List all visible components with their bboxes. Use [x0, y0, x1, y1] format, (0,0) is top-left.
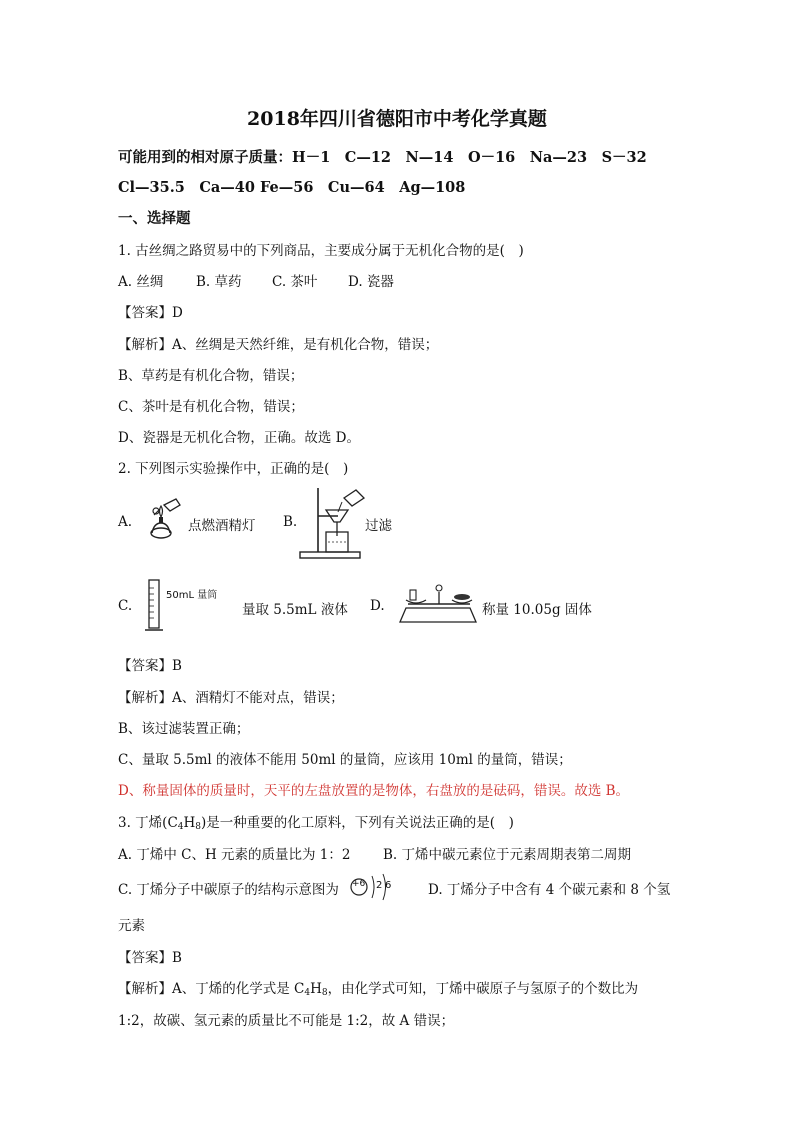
- nucleus-charge: +6: [352, 879, 366, 889]
- page-title: 2018年四川省德阳市中考化学真题: [247, 108, 547, 130]
- q3-answer: 【答案】B: [118, 950, 182, 966]
- shell2-electrons: 6: [385, 880, 392, 891]
- q2-option-a-letter: A.: [118, 514, 133, 530]
- graduated-cylinder-label: 50mL 量筒: [166, 590, 218, 601]
- q2-analysis-line: 【解析】A、酒精灯不能对点，错误；: [118, 690, 344, 706]
- q2-answer: 【答案】B: [118, 658, 182, 674]
- q3-analysis-line: 【解析】A、丁烯的化学式是 $C_4H_8$，由化学式可知，丁烯中碳原子与氢原子的个数比为: [118, 981, 639, 998]
- q3-option-b: B. 丁烯中碳元素位于元素周期表第二周期: [383, 847, 632, 863]
- atomic-masses-line2: Cl—35.5 Ca—40 Fe—56 Cu—64 Ag—108: [118, 179, 466, 196]
- section-heading: 一、选择题: [118, 210, 191, 227]
- q1-option-b: B. 草药: [196, 274, 242, 290]
- q2-option-c-text: 量取 5.5mL 液体: [242, 602, 348, 618]
- question-3-stem: 3. 丁烯$(C_4H_8)$是一种重要的化工原料，下列有关说法正确的是( ): [118, 815, 514, 832]
- q1-option-a: A. 丝绸: [118, 274, 164, 290]
- q2-option-a-text: 点燃酒精灯: [188, 518, 256, 534]
- q2-option-d-letter: D.: [370, 598, 385, 614]
- q2-option-d-text: 称量 10.05g 固体: [482, 602, 592, 618]
- q1-option-d: D. 瓷器: [348, 274, 394, 290]
- q3-option-d-line1: D. 丁烯分子中含有 4 个碳元素和 8 个氢: [428, 882, 671, 898]
- question-2-stem: 2. 下列图示实验操作中，正确的是( ): [118, 461, 349, 477]
- q2-analysis-line-highlighted: D、称量固体的质量时，天平的左盘放置的是物体，右盘放的是砝码，错误。故选 B。: [118, 783, 630, 799]
- q2-analysis-line: C、量取 5.5ml 的液体不能用 50ml 的量筒，应该用 10ml 的量筒，错误；: [118, 752, 572, 768]
- filtration-apparatus-icon: [298, 486, 370, 560]
- q2-option-b-letter: B.: [283, 514, 298, 530]
- q3-analysis-line: 1:2，故碳、氢元素的质量比不可能是 1:2，故 A 错误；: [118, 1013, 455, 1029]
- q2-option-c-letter: C.: [118, 598, 133, 614]
- q1-analysis-line: 【解析】A、丝绸是天然纤维，是有机化合物，错误；: [118, 337, 439, 353]
- alcohol-lamp-lighting-icon: [146, 497, 188, 541]
- q3-option-d-line2: 元素: [118, 918, 145, 934]
- q3-option-c: C. 丁烯分子中碳原子的结构示意图为: [118, 882, 339, 898]
- q3-option-a: A. 丁烯中 C、H 元素的质量比为 1：2: [118, 847, 351, 863]
- q2-option-b-text: 过滤: [365, 518, 392, 534]
- q1-answer: 【答案】D: [118, 305, 183, 321]
- balance-scale-icon: [396, 578, 482, 626]
- q2-analysis-line: B、该过滤装置正确；: [118, 721, 250, 737]
- q1-option-c: C. 茶叶: [272, 274, 318, 290]
- shell1-electrons: 2: [376, 880, 383, 891]
- q1-analysis-line: B、草药是有机化合物，错误；: [118, 368, 304, 384]
- q1-analysis-line: C、茶叶是有机化合物，错误；: [118, 399, 304, 415]
- q1-analysis-line: D、瓷器是无机化合物，正确。故选 D。: [118, 430, 360, 446]
- atomic-masses-line1: 可能用到的相对原子质量：H－1 C—12 N—14 O－16 Na—23 S－32: [118, 149, 647, 166]
- question-1-stem: 1. 古丝绸之路贸易中的下列商品，主要成分属于无机化合物的是( ): [118, 243, 524, 259]
